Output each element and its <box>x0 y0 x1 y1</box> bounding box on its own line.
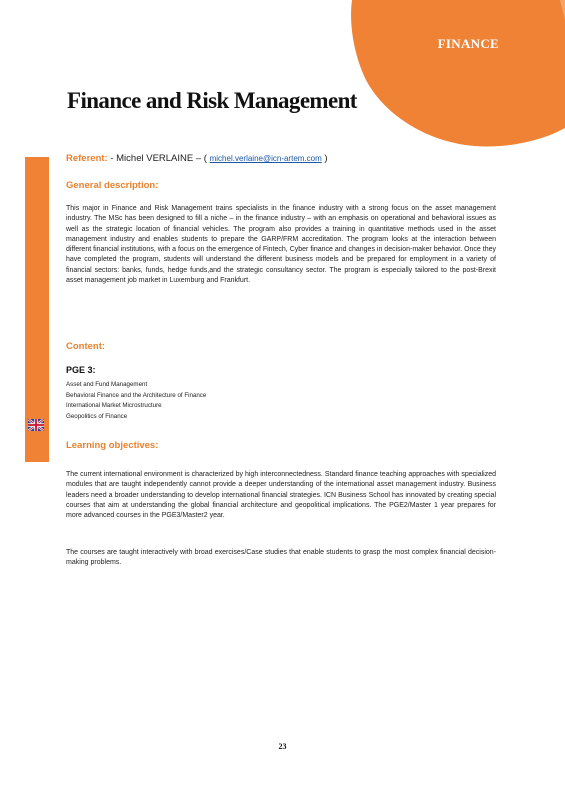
page-number: 23 <box>278 742 287 751</box>
program-label: PGE 3: <box>66 365 96 375</box>
referent-name: - Michel VERLAINE – ( <box>110 153 207 164</box>
general-description-text: This major in Finance and Risk Management trains specialists in the finance industry with a strong focus on the asset management industry. The MSc has been designed to fill a niche – in the finance industry – with an emphasis on operational and behavioral issues as well as the strategic location of financial vehicles. The program also provides a training in quantitative methods used in the asset management industry and enables students to prepare the GARP/FRM accreditation. The program looks at the interaction between different financial institutions, with a focus on the emergence of Fintech, Cyber finance and changes in decision-maker behavior. Once they have completed the program, students will understand the different business models and be prepared for employment in a variety of financial sectors: banks, funds, hedge funds,and the strategic consultancy sector. The program is especially tailored to the post-Brexit asset management job market in Luxemburg and Frankfurt. <box>66 205 496 285</box>
content-heading: Content: <box>66 341 106 352</box>
general-description-heading: General description: <box>66 180 159 191</box>
course-item: Geopolitics of Finance <box>66 412 128 420</box>
referent-line <box>66 153 328 164</box>
course-item: Behavioral Finance and the Architecture of Finance <box>66 391 207 399</box>
sidebar-campus-text: BERLIN - RYTHME ALTERNÉ <box>31 481 42 622</box>
referent-close: ) <box>324 153 328 164</box>
course-item: International Market Microstructure <box>66 402 162 409</box>
category-label: FINANCE <box>437 36 499 51</box>
course-item: Asset and Fund Management <box>66 381 148 388</box>
learning-objectives-paragraph-2: The courses are taught interactively with broad exercises/Case studies that enable students to grasp the most complex financial decision-making problems. <box>66 549 496 567</box>
course-list <box>66 380 206 422</box>
header-orange-shape <box>0 0 565 150</box>
page-title: Finance and Risk Management <box>67 88 357 113</box>
referent-email-link[interactable]: michel.verlaine@icn-artem.com <box>209 154 322 163</box>
uk-flag-icon <box>28 419 44 431</box>
learning-objectives-paragraph-1: The current international environment is characterized by high interconnectedness. Standard finance teaching approaches with specialized modules that are taught independently cannot provide a deeper understanding of the international asset management industry. Business leaders need a broader understanding to develop international financial strategies. ICN Business School has innovated by creating special courses that aim at understanding the global financial architecture and geopolitical implications. The PGE2/Master 1 year prepares for more advanced courses in the PGE3/Master2 year. <box>66 471 496 520</box>
sidebar-band <box>25 157 49 622</box>
referent-label: Referent: <box>66 153 108 164</box>
learning-objectives-heading: Learning objectives: <box>66 440 159 451</box>
